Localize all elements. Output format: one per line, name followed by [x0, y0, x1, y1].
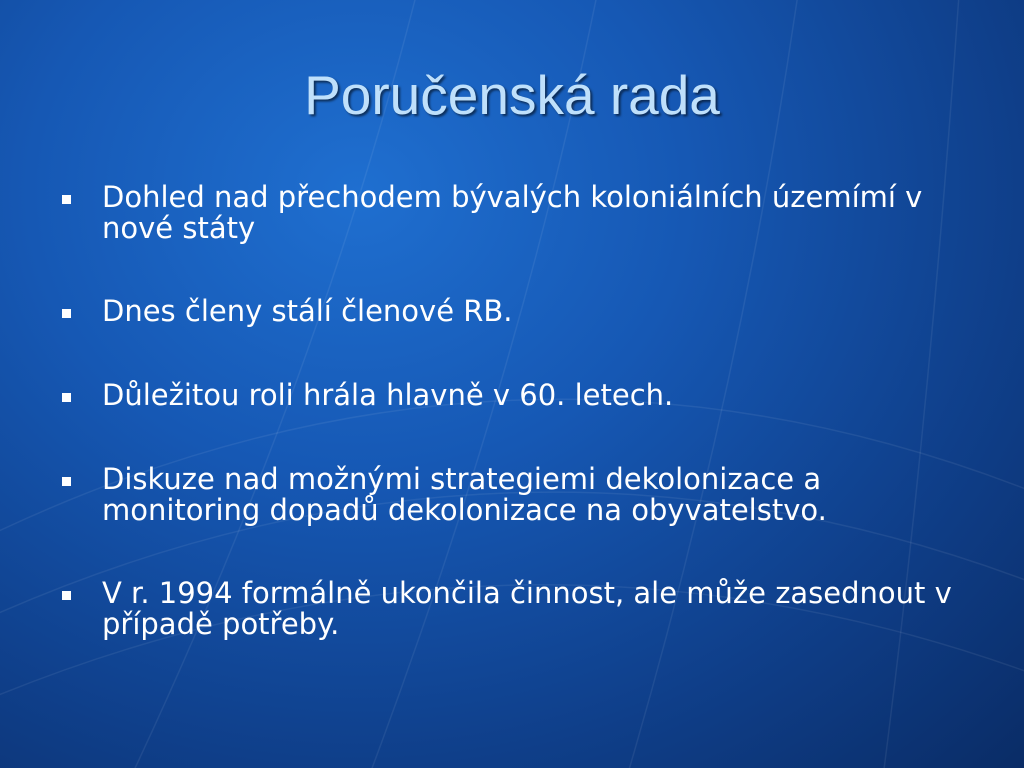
bullet-item	[60, 380, 980, 411]
square-bullet-icon	[62, 591, 71, 600]
bullet-text: Dohled nad přechodem bývalých koloniálních územímí v nové státy	[102, 180, 923, 245]
bullet-item	[60, 296, 980, 327]
bullet-text: Dnes členy stálí členové RB.	[102, 294, 513, 328]
slide-title: Poručenská rada	[304, 64, 720, 126]
square-bullet-icon	[62, 195, 71, 204]
bullet-item	[60, 182, 980, 244]
bullet-text: V r. 1994 formálně ukončila činnost, ale může zasednout v případě potřeby.	[102, 576, 952, 641]
square-bullet-icon	[62, 393, 71, 402]
bullet-item	[60, 464, 980, 526]
bullet-text: Diskuze nad možnými strategiemi dekolonizace a monitoring dopadů dekolonizace na obyvatelstvo.	[102, 462, 827, 527]
bullet-text: Důležitou roli hrála hlavně v 60. letech.	[102, 378, 674, 412]
bullet-item	[60, 578, 980, 640]
square-bullet-icon	[62, 309, 71, 318]
bullet-list	[60, 182, 980, 692]
square-bullet-icon	[62, 477, 71, 486]
